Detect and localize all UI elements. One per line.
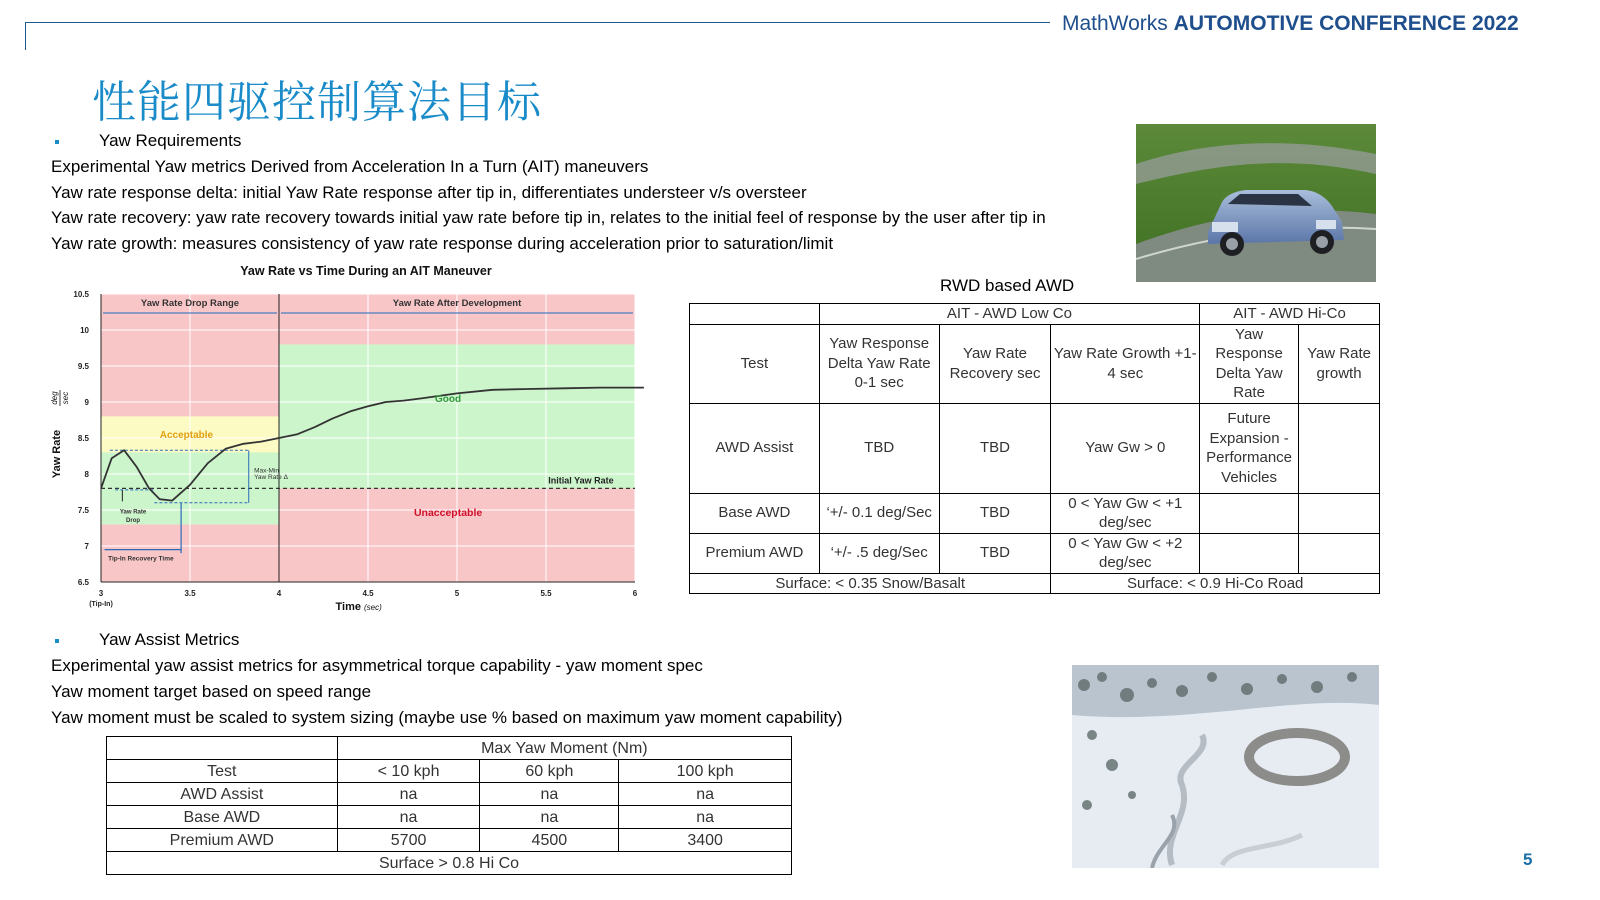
chart-y-tick-label: 8 bbox=[84, 470, 89, 479]
row-cell: TBD bbox=[819, 403, 939, 493]
row-cell: 3400 bbox=[619, 829, 792, 852]
table-row bbox=[690, 493, 1380, 533]
chart-x-tick-label: 4.5 bbox=[362, 589, 374, 598]
conference-name: AUTOMOTIVE CONFERENCE 2022 bbox=[1173, 12, 1519, 35]
row-test: Premium AWD bbox=[107, 829, 338, 852]
row-cell: TBD bbox=[939, 403, 1051, 493]
chart-y-tick-label: 10 bbox=[80, 326, 89, 335]
yaw-assist-line-1: Experimental yaw assist metrics for asymmetrical torque capability - yaw moment spec bbox=[51, 656, 703, 675]
bullet-icon bbox=[55, 140, 59, 144]
row-cell: ‘+/- 0.1 deg/Sec bbox=[819, 493, 939, 533]
row-cell bbox=[1200, 533, 1299, 573]
row-test: AWD Assist bbox=[107, 783, 338, 806]
surface-low-co: Surface: < 0.35 Snow/Basalt bbox=[690, 573, 1051, 594]
row-cell: Yaw Gw > 0 bbox=[1051, 403, 1200, 493]
chart-y-axis-unit-num: deg bbox=[50, 391, 59, 405]
row-cell: na bbox=[619, 806, 792, 829]
row-test: Base AWD bbox=[107, 806, 338, 829]
table-row bbox=[107, 829, 792, 852]
drop-label-2: Drop bbox=[126, 518, 141, 525]
yaw-requirements-heading-text: Yaw Requirements bbox=[99, 131, 242, 150]
group-header-max-yaw: Max Yaw Moment (Nm) bbox=[337, 737, 791, 760]
chart-y-tick-label: 9 bbox=[84, 398, 89, 407]
header-test: Test bbox=[107, 760, 338, 783]
initial-yaw-rate-label: Initial Yaw Rate bbox=[548, 475, 614, 486]
page-number: 5 bbox=[1523, 850, 1533, 869]
after-dev-label: Yaw Rate After Development bbox=[392, 298, 522, 309]
table-row bbox=[107, 806, 792, 829]
yaw-requirements-heading bbox=[51, 131, 241, 151]
chart-x-axis-label: Time bbox=[335, 601, 361, 613]
rwd-awd-table bbox=[689, 303, 1380, 594]
row-test: Base AWD bbox=[690, 493, 820, 533]
header-test: Test bbox=[690, 324, 820, 403]
drop-label-1: Yaw Rate bbox=[119, 509, 147, 516]
table-cell bbox=[690, 304, 820, 325]
rwd-table-caption: RWD based AWD bbox=[940, 276, 1075, 295]
chart-x-tick-label: 6 bbox=[632, 589, 638, 598]
header-yaw-growth-hi: Yaw Rate growth bbox=[1299, 324, 1380, 403]
yaw-assist-line-2: Yaw moment target based on speed range bbox=[51, 682, 372, 701]
group-header-hi-co: AIT - AWD Hi-Co bbox=[1200, 304, 1380, 325]
row-cell: na bbox=[480, 806, 619, 829]
yaw-req-line-1: Experimental Yaw metrics Derived from Acceleration In a Turn (AIT) maneuvers bbox=[51, 157, 649, 176]
header-speed-100: 100 kph bbox=[619, 760, 792, 783]
chart-title: Yaw Rate vs Time During an AIT Maneuver bbox=[240, 264, 492, 278]
row-cell bbox=[1299, 533, 1380, 573]
header-speed-10: < 10 kph bbox=[337, 760, 480, 783]
snow-track-photo bbox=[1072, 665, 1379, 868]
max-min-label-2: Yaw Rate Δ bbox=[254, 474, 288, 482]
chart-x-tick-sublabel: (Tip-In) bbox=[89, 601, 113, 608]
header-yaw-response-low: Yaw Response Delta Yaw Rate 0-1 sec bbox=[819, 324, 939, 403]
yaw-assist-heading-text: Yaw Assist Metrics bbox=[99, 630, 240, 649]
tip-in-label: Tip-In Recovery Time bbox=[108, 555, 174, 563]
car-track-photo bbox=[1136, 124, 1376, 282]
row-cell: na bbox=[619, 783, 792, 806]
chart-y-tick-label: 9.5 bbox=[77, 362, 89, 371]
header-rule-vertical bbox=[25, 22, 26, 50]
bullet-icon bbox=[55, 639, 59, 643]
chart-y-axis-unit-den: sec bbox=[61, 391, 70, 405]
chart-y-tick-label: 6.5 bbox=[77, 578, 89, 587]
chart-x-axis-unit: (sec) bbox=[364, 603, 382, 612]
header-rule bbox=[25, 22, 1050, 23]
row-cell: ‘+/- .5 deg/Sec bbox=[819, 533, 939, 573]
chart-x-tick-label: 5.5 bbox=[540, 589, 552, 598]
page-title: 性能四驱控制算法目标 bbox=[92, 77, 542, 128]
chart-x-tick-label: 5 bbox=[454, 589, 460, 598]
row-cell: na bbox=[480, 783, 619, 806]
row-test: AWD Assist bbox=[690, 403, 820, 493]
chart-y-tick-label: 10.5 bbox=[73, 290, 89, 299]
chart-y-axis-label: Yaw Rate bbox=[51, 429, 63, 479]
yaw-assist-heading bbox=[51, 630, 239, 650]
chart-y-tick-label: 7.5 bbox=[77, 506, 89, 515]
yaw-req-line-2: Yaw rate response delta: initial Yaw Rate response after tip in, differentiates understeer v/s oversteer bbox=[51, 183, 807, 202]
header-yaw-recovery: Yaw Rate Recovery sec bbox=[939, 324, 1051, 403]
drop-range-label: Yaw Rate Drop Range bbox=[140, 298, 240, 309]
chart-x-tick-label: 3.5 bbox=[184, 589, 196, 598]
chart-x-tick-label: 4 bbox=[276, 589, 282, 598]
zone-label-acceptable: Acceptable bbox=[159, 430, 214, 441]
group-header-low-co: AIT - AWD Low Co bbox=[819, 304, 1199, 325]
row-cell: 4500 bbox=[480, 829, 619, 852]
chart-y-tick-label: 7 bbox=[84, 542, 89, 551]
yaw-req-line-4: Yaw rate growth: measures consistency of yaw rate response during acceleration prior to saturation/limit bbox=[51, 234, 834, 253]
max-min-label-1: Max-Min bbox=[254, 467, 280, 475]
row-cell: Future Expansion - Performance Vehicles bbox=[1200, 403, 1299, 493]
conference-title bbox=[1062, 12, 1519, 36]
brand-name: MathWorks bbox=[1062, 12, 1168, 35]
table-row bbox=[690, 533, 1380, 573]
row-cell: 0 < Yaw Gw < +2 deg/sec bbox=[1051, 533, 1200, 573]
row-test: Premium AWD bbox=[690, 533, 820, 573]
row-cell bbox=[1200, 493, 1299, 533]
table-row bbox=[107, 783, 792, 806]
row-cell bbox=[1299, 493, 1380, 533]
chart-x-tick-label: 3 bbox=[98, 589, 104, 598]
chart-y-tick-label: 8.5 bbox=[77, 434, 89, 443]
surface-hi-co: Surface > 0.8 Hi Co bbox=[107, 852, 792, 875]
row-cell: TBD bbox=[939, 533, 1051, 573]
row-cell: TBD bbox=[939, 493, 1051, 533]
yaw-moment-table bbox=[106, 736, 792, 875]
header-yaw-growth-low: Yaw Rate Growth +1-4 sec bbox=[1051, 324, 1200, 403]
header-speed-60: 60 kph bbox=[480, 760, 619, 783]
surface-hi-co: Surface: < 0.9 Hi-Co Road bbox=[1051, 573, 1380, 594]
yaw-req-line-3: Yaw rate recovery: yaw rate recovery towards initial yaw rate before tip in, relates to the initial feel of response by the user after tip in bbox=[51, 208, 1046, 227]
zone-label-good: Good bbox=[435, 394, 462, 405]
yaw-assist-line-3: Yaw moment must be scaled to system sizing (maybe use % based on maximum yaw moment capability) bbox=[51, 708, 843, 727]
yaw-rate-chart bbox=[48, 260, 658, 620]
table-cell bbox=[107, 737, 338, 760]
zone-label-unacceptable: Unacceptable bbox=[413, 506, 483, 519]
header-yaw-response-hi: Yaw Response Delta Yaw Rate bbox=[1200, 324, 1299, 403]
row-cell: 0 < Yaw Gw < +1 deg/sec bbox=[1051, 493, 1200, 533]
row-cell: 5700 bbox=[337, 829, 480, 852]
row-cell: na bbox=[337, 806, 480, 829]
row-cell: na bbox=[337, 783, 480, 806]
table-row bbox=[690, 403, 1380, 493]
row-cell bbox=[1299, 403, 1380, 493]
